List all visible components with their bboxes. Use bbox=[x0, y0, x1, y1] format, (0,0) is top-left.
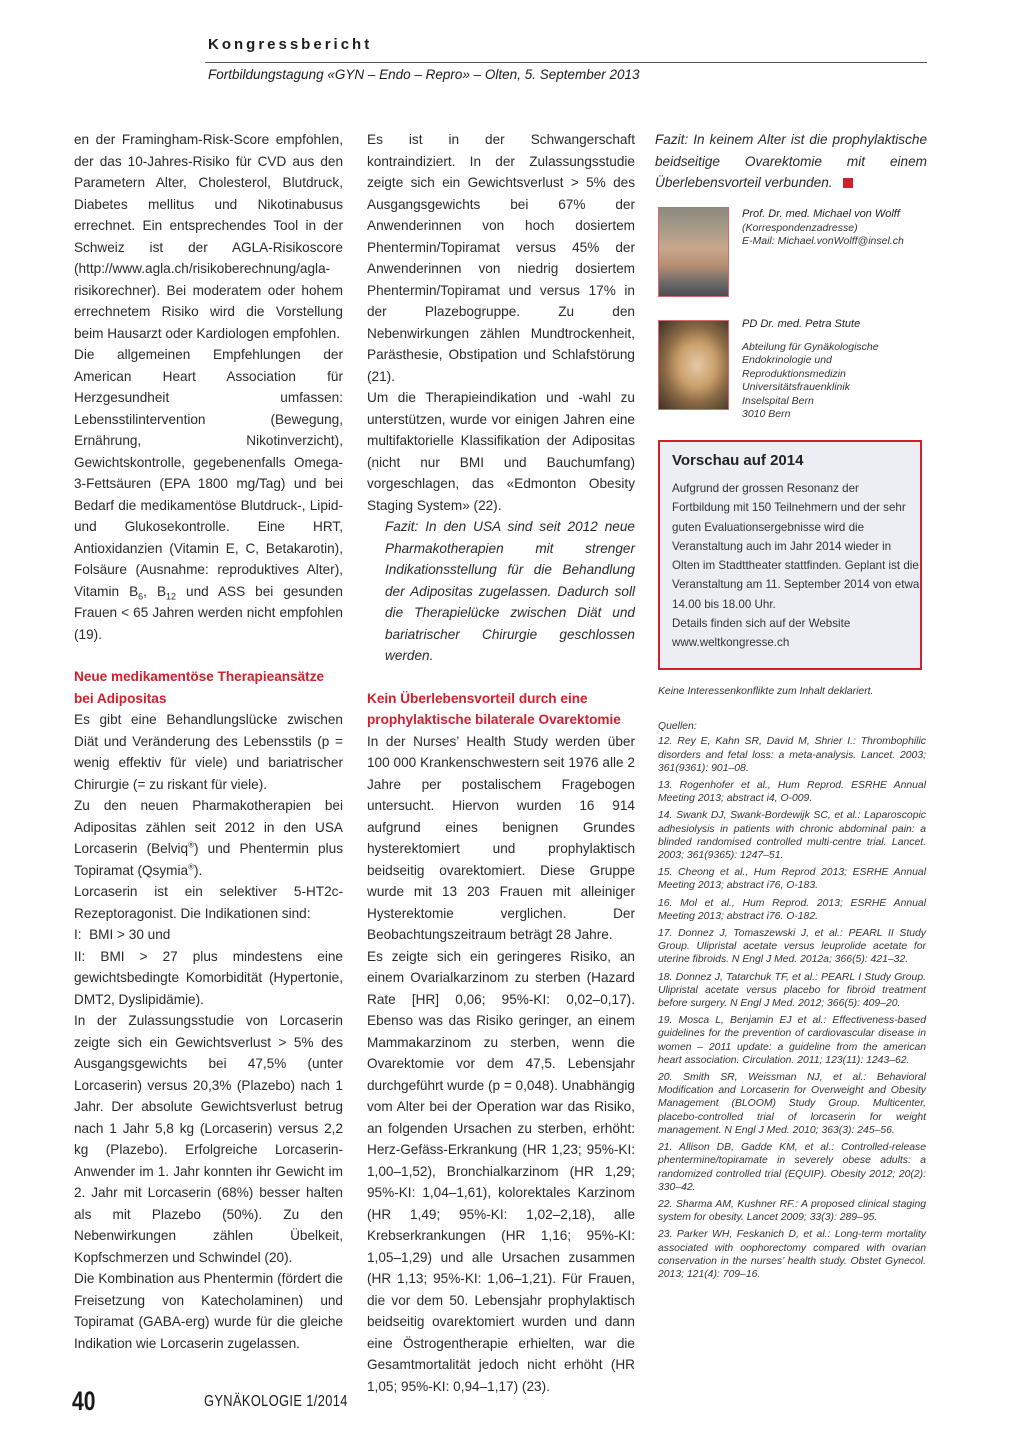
reference-item: 23. Parker WH, Feskanich D, et al.: Long-term mortality associated with oophorectomy compared with ovarian conservation in the nurses’ health study. Obstet Gynecol. 2013; 121(4): 709–16. bbox=[658, 1229, 926, 1280]
section-heading: Kein Überlebensvorteil durch eine prophylaktische bilaterale Ovarektomie bbox=[367, 690, 621, 727]
list-item: II: BMI > 27 plus mindestens eine gewichtsbedingte Komorbidität (Hypertonie, DMT2, Dyslipidämie). bbox=[74, 948, 343, 1007]
reference-item: 15. Cheong et al., Hum Reprod 2013; ESRHE Annual Meeting 2013; abstract i76, O-183. bbox=[658, 867, 926, 892]
reference-item: 17. Donnez J, Tomaszewski J, et al.: PEARL II Study Group. Ulipristal acetate versus leuprolide acetate for uterine fibroids. N Engl J Med. 2012a; 366(5): 421–32. bbox=[658, 928, 926, 966]
section-title: Kongressbericht bbox=[208, 36, 373, 53]
author-photo bbox=[658, 207, 729, 297]
column-1 bbox=[74, 129, 343, 1354]
paragraph: Die allgemeinen Empfehlungen der American Heart Association für Herzgesundheit umfassen: Lebensstilintervention (Bewegung, Ernährung, Nikotinverzicht), Gewichtskontrolle, gegebenenfalls Omega-3-Fettsäuren (EPA 1800 mg/Tag) und bei Bedarf die medikamentöse Blutdruck-, Lipid- und Glukosekontrolle. Eine HRT, Antioxidanzien (Vitamin E, C, Betakarotin), Folsäure (Ausnahme: reproduktives Alter), Vitamin $B_6$, $B_{12}$ und ASS bei gesunden Frauen < 65 Jahren werden nicht empfohlen (19). bbox=[74, 347, 343, 642]
list-item: I: BMI > 30 und bbox=[74, 927, 171, 942]
website-link[interactable]: www.weltkongresse.ch bbox=[672, 636, 790, 650]
conflict-of-interest-note: Keine Interessenkonflikte zum Inhalt deklariert. bbox=[658, 686, 874, 697]
paragraph: Lorcaserin ist ein selektiver 5-HT2c-Rezeptoragonist. Die Indikationen sind: bbox=[74, 884, 343, 921]
section-heading: Neue medikamentöse Therapieansätze bei Adipositas bbox=[74, 669, 325, 706]
author-photo bbox=[658, 320, 729, 410]
box-title: Vorschau auf 2014 bbox=[672, 452, 804, 469]
reference-item: 14. Swank DJ, Swank-Bordewijk SC, et al.: Laparoscopic adhesiolysis in patients with chronic abdominal pain: a blinded randomised controlled multi-centre trial. Lancet. 2003; 361(9365): 1247–51. bbox=[658, 810, 926, 862]
reference-item: 22. Sharma AM, Kushner RF.: A proposed clinical staging system for obesity. Lancet 2009; 33(3): 289–95. bbox=[658, 1198, 926, 1224]
reference-item: 13. Rogenhofer et al., Hum Reprod. ESRHE Annual Meeting 2013; abstract i4, O-009. bbox=[658, 780, 926, 805]
paragraph: en der Framingham-Risk-Score empfohlen, der das 10-Jahres-Risiko für CVD aus den Parametern Alter, Cholesterol, Blutdruck, Diabetes mellitus und Nikotinabusus errechnet. Ein entsprechendes Tool in der Schweiz ist der AGLA-Risikoscore (http://www.agla.ch/risikoberechnung/agla-risikorechner). Bei moderatem oder hohem errechnetem Risiko wird die Vorstellung beim Hausarzt oder Kardiologen empfohlen. bbox=[74, 132, 343, 341]
column-2 bbox=[367, 129, 635, 1397]
author-email[interactable]: E-Mail: Michael.vonWolff@insel.ch bbox=[742, 235, 904, 247]
references-section bbox=[658, 685, 926, 1285]
paragraph: In der Zulassungsstudie von Lorcaserin zeigte sich ein Gewichtsverlust > 5% des Ausgangsgewichts bei 47,5% (unter Lorcaserin) versus 20,3% (Plazebo) nach 1 Jahr. Der absolute Gewichtsverlust betrug nach 1 Jahr 5,8 kg (Lorcaserin) versus 2,2 kg (Plazebo). Erfolgreiche Lorcaserin-Anwender im 1. Jahr konnten ihr Gewicht im 2. Jahr mit Lorcaserin (68%) besser halten als mit Plazebo (50%). Zu den Nebenwirkungen zählen Übelkeit, Kopfschmerzen und Schwindel (20). bbox=[74, 1013, 343, 1265]
paragraph: In der Nurses’ Health Study werden über 100 000 Krankenschwestern seit 1976 alle 2 Jahre per postalischem Fragebogen untersucht. Hiervon wurden 16 914 aufgrund eines benignen Grundes hysterektomiert und prophylaktisch beidseitig ovarektomiert. Diese Gruppe wurde mit 13 203 Frauen mit alleiniger Hysterektomie verglichen. Der Beobachtungszeitraum beträgt 28 Jahre. bbox=[367, 733, 635, 942]
paragraph: Um die Therapieindikation und -wahl zu unterstützen, wurde vor einigen Jahren eine multifaktorielle Klassifikation der Adipositas (nicht nur BMI und Bauchumfang) vorgeschlagen, das «Edmonton Obesity Staging System» (22). bbox=[367, 390, 635, 513]
reference-item: 18. Donnez J, Tatarchuk TF, et al.: PEARL I Study Group. Ulipristal acetate versus placebo for fibroid treatment before surgery. N Engl J Med. 2012; 366(5): 409–20. bbox=[658, 971, 926, 1010]
paragraph: Die Kombination aus Phentermin (fördert die Freisetzung von Katecholaminen) und Topiramat (GABA-erg) wurde für die gleiche Indikation wie Lorcaserin zugelassen. bbox=[74, 1271, 343, 1351]
author-city: 3010 Bern bbox=[742, 408, 791, 420]
sources-label: Quellen: bbox=[658, 721, 697, 733]
author-clinic: Universitätsfrauenklinik bbox=[742, 381, 850, 393]
fazit-summary: Fazit: In den USA sind seit 2012 neue Pharmakotherapien mit strenger Indikationsstellung für die Behandlung der Adipositas zugelassen. Dadurch soll die Therapielücke zwischen Diät und bariatrischer Chirurgie geschlossen werden. bbox=[385, 519, 635, 663]
paragraph: Es gibt eine Behandlungslücke zwischen Diät und Veränderung des Lebensstils (p = wenig effektiv für viele) und bariatrischer Chirurgie (= zu riskant für viele). bbox=[74, 712, 343, 792]
paragraph: Es zeigte sich ein geringeres Risiko, an einem Ovarialkarzinom zu sterben (Hazard Rate [HR] 0,06; 95%-KI: 0,02–0,17). Ebenso was das Risiko geringer, an einem Mammakarzinom zu sterben, wenn die Ovarektomie vor dem 47,5. Lebensjahr durchgeführt wurde (p = 0,048). Unabhängig vom Alter bei der Operation war das Risiko, an folgenden Ursachen zu sterben, erhöht: Herz-Gefäss-Erkrankung (HR 1,23; 95%-KI: 1,00–1,52), Bronchialkarzinom (HR 1,29; 95%-KI: 1,04–1,61), kolorektales Karzinom (HR 1,49; 95%-KI: 1,02–2,18), alle Krebserkrankungen (HR 1,16; 95%-KI: 1,05–1,29) und alle Ursachen zusammen (HR 1,13; 95%-KI: 1,06–1,21). Für Frauen, die vor dem 50. Lebensjahr prophylaktisch beidseitig ovarektomiert wurden und dann eine Östrogentherapie erhielten, war die Gesamtmortalität jedoch nicht erhöht (HR 1,05; 95%-KI: 0,94–1,17) (23). bbox=[367, 948, 635, 1394]
column-3 bbox=[655, 129, 927, 1280]
reference-item: 12. Rey E, Kahn SR, David M, Shrier I.: Thrombophilic disorders and fetal loss: a meta-analysis. Lancet. 2003; 361(9361): 901–08. bbox=[658, 736, 926, 774]
journal-issue: GYNÄKOLOGIE 1/2014 bbox=[204, 1393, 348, 1410]
reference-item: 19. Mosca L, Benjamin EJ et al.: Effectiveness-based guidelines for the prevention of cardiovascular disease in women – 2011 update: a guideline from the american heart association. Circulation. 2011; 123(11): 1243–62. bbox=[658, 1015, 926, 1066]
reference-item: 20. Smith SR, Weissman NJ, et al.: Behavioral Modification and Lorcaserin for Overweight and Obesity Management (BLOOM) Study Group. Multicenter, placebo-controlled trial of lorcaserin for weight management. N Engl J Med. 2010; 363(3): 245–56. bbox=[658, 1072, 926, 1136]
box-details: Details finden sich auf der Website bbox=[672, 617, 851, 631]
reference-item: 21. Allison DB, Gadde KM, et al.: Controlled-release phentermine/topiramate in severely obese adults: a randomized controlled trial (EQUIP). Obesity 2012; 20(2): 330–42. bbox=[658, 1142, 926, 1193]
paragraph: Zu den neuen Pharmakotherapien bei Adipositas zählen seit 2012 in den USA Lorcaserin (Belviq®) und Phentermin plus Topiramat (Qsymia®). bbox=[74, 798, 343, 878]
preview-2014-box bbox=[658, 440, 922, 670]
box-text: Aufgrund der grossen Resonanz der Fortbildung mit 150 Teilnehmern und der sehr guten Evaluationsergebnisse wird die Veranstaltung auch im Jahr 2014 wieder in Olten im Stadttheater stattfinden. Geplant ist die Veranstaltung am 11. September 2014 von etwa 14.00 bis 18.00 Uhr. bbox=[672, 482, 920, 611]
author-department: Abteilung für Gynäkologische Endokrinologie und Reproduktionsmedizin bbox=[742, 340, 879, 380]
paragraph: Es ist in der Schwangerschaft kontraindiziert. In der Zulassungsstudie zeigte sich ein Gewichtsverlust > 5% des Ausgangsgewichts bei 67% der Anwenderinnen von hoch dosiertem Phentermin/Topiramat versus 45% der Anwenderinnen von niedrig dosiertem Phentermin/Topiramat und versus 17% in der Plazebogruppe. Zu den Nebenwirkungen zählen Mundtrockenheit, Parästhesie, Obstipation und Schlafstörung (21). bbox=[367, 132, 635, 384]
end-of-article-marker-icon bbox=[843, 178, 853, 188]
author-role: (Korrespondenzadresse) bbox=[742, 221, 858, 234]
page-number: 40 bbox=[72, 1386, 96, 1416]
fazit-summary: Fazit: In keinem Alter ist die prophylaktische beidseitige Ovarektomie mit einem Überlebensvorteil verbunden. bbox=[655, 132, 927, 190]
header-divider bbox=[205, 62, 927, 63]
reference-item: 16. Mol et al., Hum Reprod. 2013; ESRHE Annual Meeting 2013; abstract i76. O-182. bbox=[658, 897, 926, 922]
author-name: PD Dr. med. Petra Stute bbox=[742, 318, 861, 330]
event-subtitle: Fortbildungstagung «GYN – Endo – Repro» – Olten, 5. September 2013 bbox=[208, 67, 640, 82]
author-name: Prof. Dr. med. Michael von Wolff bbox=[742, 208, 900, 220]
author-hospital: Inselspital Bern bbox=[742, 394, 814, 407]
